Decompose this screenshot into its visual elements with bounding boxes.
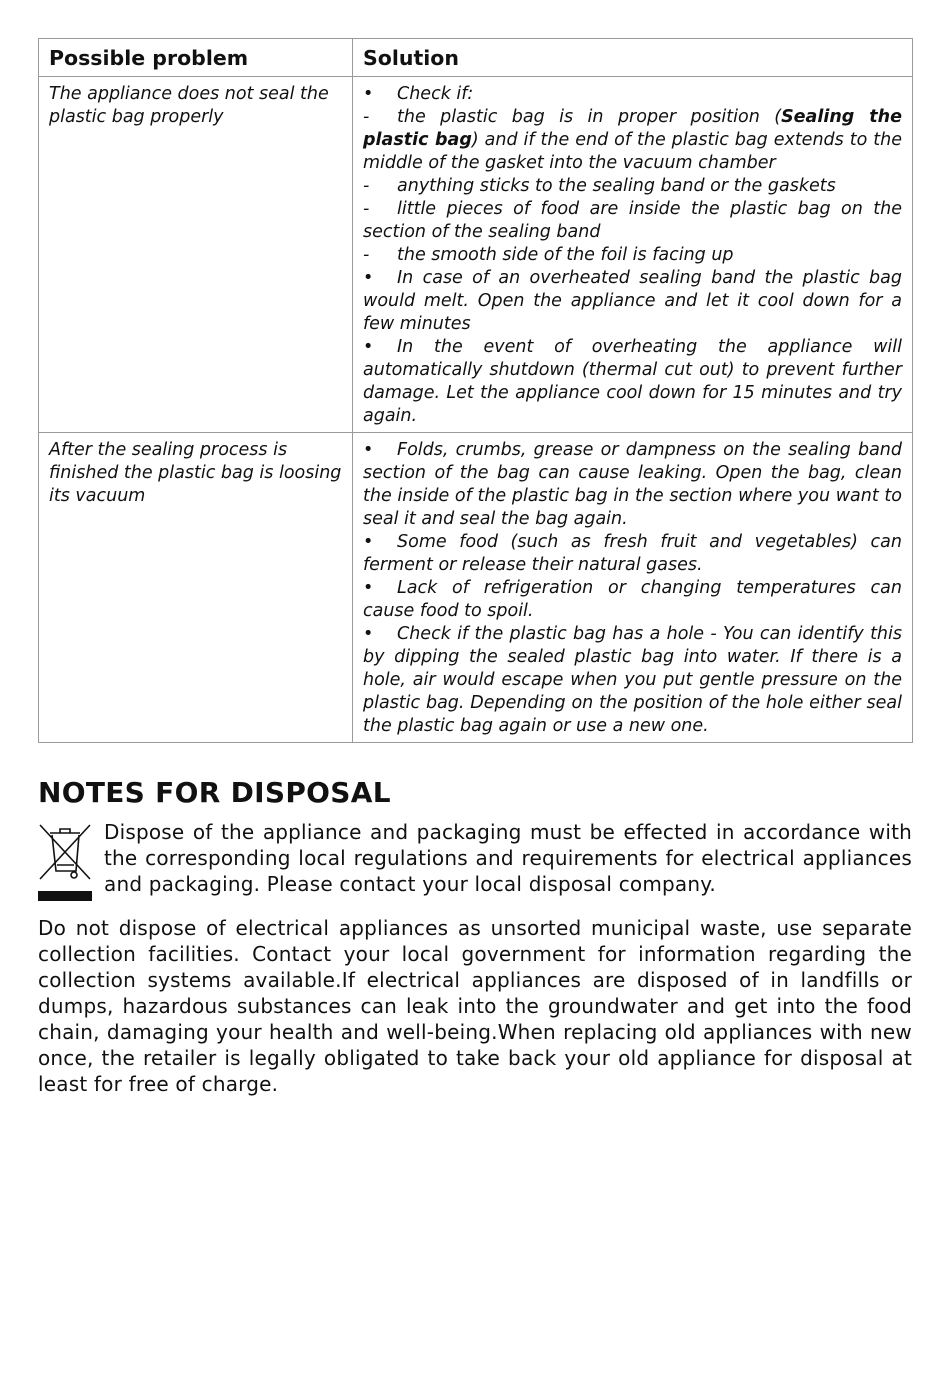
disposal-intro-block: [38, 819, 912, 911]
crossed-out-wheelie-bin-icon: [38, 821, 92, 901]
disposal-body-text: Do not dispose of electrical appliances as unsorted municipal waste, use separate collection facilities. Contact your local government for information regarding the collection systems available.If electrical appliances are disposed of in landfills or dumps, hazardous substances can leak into the groundwater and get into the food chain, damaging your health and well-being.When replacing old appliances with new once, the retailer is legally obligated to take back your old appliance for disposal at least for free of charge.: [38, 916, 912, 1096]
solution-item: • Check if:: [363, 84, 474, 104]
solution-item: • Lack of refrigeration or changing temperatures can cause food to spoil.: [363, 578, 902, 621]
solution-item: • In the event of overheating the appliance will automatically shutdown (thermal cut out) to prevent further damage. Let the appliance cool down for 15 minutes and try again.: [363, 337, 902, 426]
section-reference: Sealing the plastic bag: [363, 107, 902, 150]
problem-cell: [39, 433, 353, 743]
solution-item: - little pieces of food are inside the plastic bag on the section of the sealing band: [363, 199, 902, 242]
document-page: [38, 38, 912, 1097]
solution-item: • Some food (such as fresh fruit and vegetables) can ferment or release their natural gases.: [363, 532, 902, 575]
problem-cell: [39, 77, 353, 433]
solution-item: - the smooth side of the foil is facing up: [363, 245, 734, 265]
table-row: [39, 433, 913, 743]
solution-cell: [353, 433, 913, 743]
section-title: NOTES FOR DISPOSAL: [38, 776, 391, 809]
solution-cell: [353, 77, 913, 433]
solution-item: • Check if the plastic bag has a hole - You can identify this by dipping the sealed plastic bag into water. If there is a hole, air would escape when you put gentle pressure on the plastic bag. Depending on the position of the hole either seal the plastic bag again or use a new one.: [363, 624, 902, 736]
header-solution: Solution: [353, 39, 913, 77]
table-header-row: [39, 39, 913, 77]
troubleshooting-table: [38, 38, 913, 743]
solution-item: • In case of an overheated sealing band the plastic bag would melt. Open the appliance and let it cool down for a few minutes: [363, 268, 902, 334]
problem-text: The appliance does not seal the plastic bag properly: [49, 84, 329, 127]
header-possible-problem: Possible problem: [39, 39, 353, 77]
disposal-intro-text: Dispose of the appliance and packaging must be effected in accordance with the corresponding local regulations and requirements for electrical appliances and packaging. Please contact your local disposal company.: [104, 820, 912, 896]
problem-text: After the sealing process is finished the plastic bag is loosing its vacuum: [49, 440, 342, 506]
solution-item: - anything sticks to the sealing band or the gaskets: [363, 176, 836, 196]
table-row: [39, 77, 913, 433]
solution-item: - the plastic bag is in proper position (Sealing the plastic bag) and if the end of the plastic bag extends to the middle of the gasket into the vacuum chamber: [363, 107, 902, 173]
solution-item: • Folds, crumbs, grease or dampness on the sealing band section of the bag can cause leaking. Open the bag, clean the inside of the plastic bag in the section where you want to seal it and seal the bag again.: [363, 440, 902, 529]
